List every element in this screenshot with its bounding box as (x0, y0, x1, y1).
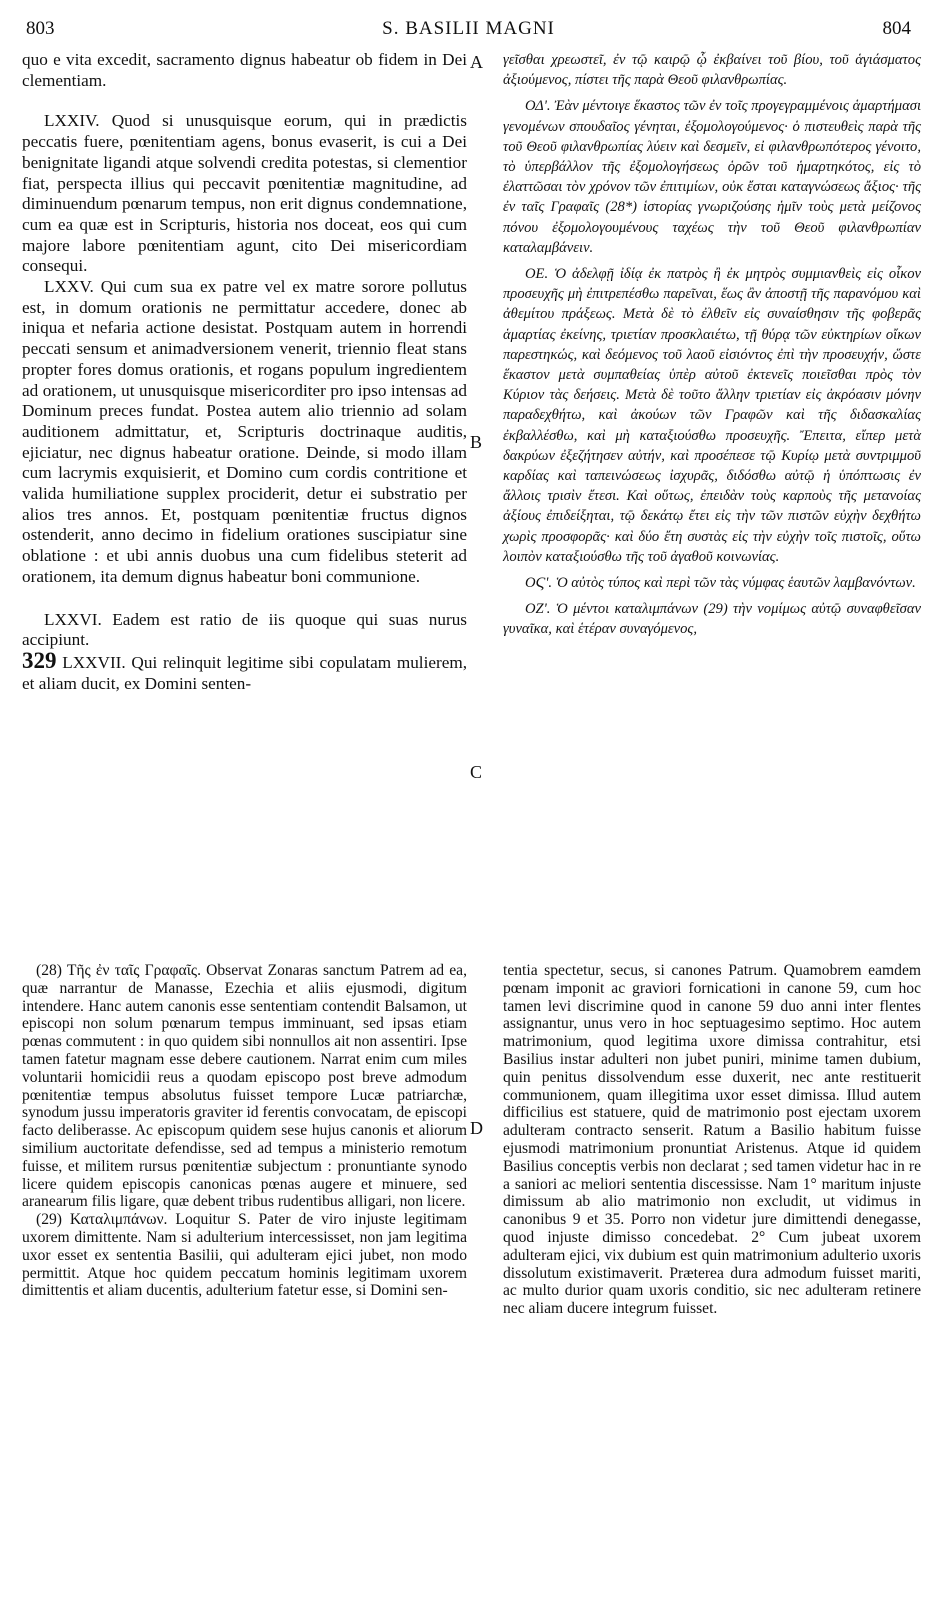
latin-canon-76: LXXVI. Eadem est ratio de iis quoque qui suas nurus accipiunt. (22, 609, 467, 650)
latin-canon-77 (22, 647, 467, 694)
margin-letter-d: D (470, 1118, 483, 1138)
greek-canon-75: ΟΕ. Ὁ ἀδελφῇ ἰδίᾳ ἐκ πατρὸς ἢ ἐκ μητρὸς συμμιανθεὶς εἰς οἶκον προσευχῆς μὴ ἐπιτρεπέσθω παρεῖναι, ἕως ἂν ἀποστῇ τῆς παρανόμου καὶ ἀθεμίτου πράξεως. Μετὰ δὲ τὸ ἐλθεῖν εἰς συναίσθησιν τῆς φοβερᾶς ἁμαρτίας ἐκείνης, τριετίαν προσκλαιέτω, τῇ θύρᾳ τῶν εὐκτηρίων οἴκων παρεστηκώς, καὶ δεόμενος τοῦ λαοῦ εἰσιόντος ἐπὶ τὴν προσευχήν, ὥστε ἕκαστον μετὰ συμπαθείας ὑπὲρ αὐτοῦ ἐκτενεῖς ποιεῖσθαι πρὸς τὸν Κύριον τὰς δεήσεις. Μετὰ δὲ τοῦτο ἄλλην τριετίαν εἰς ἀκρόασιν μόνην παραδεχθήτω, καὶ ἀκούων τῶν Γραφῶν καὶ τῆς διδασκαλίας ἐκβαλλέσθω, καὶ μὴ καταξιούσθω προσευχῆς. Ἔπειτα, εἴπερ μετὰ δακρύων ἐξεζήτησεν αὐτήν, καὶ προσέπεσε τῷ Κυρίῳ μετὰ συντριμμοῦ καρδίας καὶ ταπεινώσεως ἰσχυρᾶς, διδόσθω αὐτῷ ἡ ὑπόπτωσις ἐν ἄλλοις τρισὶν ἔτεσι. Καὶ οὕτως, ἐπειδὰν τοὺς καρποὺς τῆς μετανοίας ἀξίους ἐπιδείξηται, τῷ δεκάτῳ ἔτει εἰς τὴν τῶν πιστῶν εὐχὴν δεχθήτω χωρὶς προσφορᾶς· καὶ δύο ἔτη συστὰς εἰς τὴν εὐχὴν τοῖς πιστοῖς, οὕτω λοιπὸν καταξιούσθω τῆς τοῦ ἀγαθοῦ κοινωνίας. (503, 266, 921, 565)
column-number: 329 (22, 647, 57, 673)
greek-main-column (503, 50, 921, 646)
page-header (26, 18, 911, 44)
page-number-left: 803 (26, 18, 55, 39)
latin-canon-74: LXXIV. Quod si unusquisque eorum, qui in prædictis peccatis fuere, pœnitentiam agens, bonus evaserit, is cui a Dei benignitate ligandi atque solvendi credita potestas, si clementior fiat, perspecta illius qui peccavit pœnitentiæ magnitudine, ad diminuendum pœnarum tempus, non erit dignus condemnatione, cum ea quæ est in Scripturis, historia nos doceat, eos qui cum majore labore pœnitentiam agunt, cito Dei misericordiam consequi. (22, 111, 467, 276)
greek-paragraph: γεῖσθαι χρεωστεῖ, ἐν τῷ καιρῷ ᾧ ἐκβαίνει τοῦ βίου, τοῦ ἁγιάσματος ἀξιούμενος, πίστει τῆς παρὰ Θεοῦ φιλανθρωπίας. (503, 52, 921, 89)
greek-canon-77: ΟΖʹ. Ὁ μέντοι καταλιμπάνων (29) τὴν νομίμως αὐτῷ συναφθεῖσαν γυναῖκα, καὶ ἑτέραν συναγόμενος, (503, 601, 921, 638)
latin-paragraph: quo e vita excedit, sacramento dignus habeatur ob fidem in Dei clementiam. (22, 50, 467, 90)
greek-canon-74: ΟΔʹ. Ἐὰν μέντοιγε ἕκαστος τῶν ἐν τοῖς προγεγραμμένοις ἁμαρτήμασι γενομένων σπουδαῖος γένηται, ἐξομολογούμενος· ὁ πιστευθεὶς παρὰ τῆς τοῦ Θεοῦ φιλανθρωπίας λύειν καὶ δεσμεῖν, εἰ φιλανθρωπότερος γένοιτο, τὸ ὑπερβάλλον τῆς ἐξομολογήσεως ὁρῶν τοῦ ἡμαρτηκότος, εἰς τὸ ἐλαττῶσαι τὸν χρόνον τῶν ἐπιτιμίων, οὐκ ἔσται καταγνώσεως ἄξιος· τῆς ἐν ταῖς Γραφαῖς (28*) ἱστορίας γνωριζούσης ἡμῖν τοὺς μετὰ μείζονος πόνου ἐξομολογουμένους ταχέως τὴν τοῦ Θεοῦ φιλανθρωπίαν καταλαμβάνειν. (503, 98, 921, 256)
footnote-29-continued: tentia spectetur, secus, si canones Patrum. Quamobrem eamdem pœnam imponit ac graviori fornicationi in canone 59, cum hoc tamen levi discrimine quod in canone 59 duo anni inter flentes assignantur, unus vero in hoc septuagesimo septimo. Hoc autem matrimonium, quod legitima uxore dimissa contrahitur, etsi Basilius instar adulteri non jubet puniri, minime tamen dubium, quin penitus dissolvendum esse duxerit, nec ante restituerit communionem, quam illegitima uxor esset dimissa. Illud autem difficilius est statuere, quid de matrimonio post ejectam uxorem adulteram contracto senserit. Ratum a Basilio habitum fuisse ejusmodi matrimonium pronuntiat Aristenus. Atque id quidem Basilius conceptis verbis non declarat ; sed tamen videtur hac in re a saniori ac meliori sententia discessisse. Nam 1° maritum injuste dimissum ab alio matrimonio non excludit, ut vidimus in canonibus 9 et 35. Porro non videtur jure dimittendi denegasse, quod injuste dimisso concedebat. 2° Cum jubeat uxorem adulteram ejici, vix dubium est quin matrimonium adulterio uxoris dissolutum existimaverit. Præterea dura admodum fuisset mariti, ac multo durior quam uxoris conditio, sic nec adulteram retinere nec aliam ducere integrum fuisset. (503, 962, 921, 1318)
latin-canon-77-text: LXXVII. Qui relinquit legitime sibi copulatam mulierem, et aliam ducit, ex Domini senten- (22, 652, 467, 693)
latin-main-column (22, 50, 467, 694)
footnote-29: (29) Καταλιμπάνων. Loquitur S. Pater de viro injuste legitimam uxorem dimittente. Nam si adulterium intercessisset, non jam legitima uxor esset ex sententia Basilii, qui adulteram ejici jubet, non modo permittit. Atque hoc quidem peccatum hominis legitimam uxorem dimittentis et aliam ducentis, adulterium fatetur esse, si Domini sen- (22, 1211, 467, 1300)
margin-letter-a: A (470, 52, 483, 72)
margin-letter-b: B (470, 432, 483, 452)
page-number-right: 804 (882, 18, 911, 39)
greek-canon-76: ΟϚʹ. Ὁ αὐτὸς τύπος καὶ περὶ τῶν τὰς νύμφας ἑαυτῶν λαμβανόντων. (525, 575, 916, 592)
notes-left-column (22, 962, 467, 1300)
running-title: S. BASILII MAGNI (382, 18, 555, 39)
notes-right-column (503, 962, 921, 1318)
margin-letter-c: C (470, 762, 483, 782)
latin-canon-75: LXXV. Qui cum sua ex patre vel ex matre sorore pollutus est, in domum orationis ne permittatur accedere, donec ab iniqua et nefaria actione desistat. Postquam autem in horrendi peccati sensum et animadversionem venerit, triennio fleat stans propter fores domus orationis, et rogans populum ingredientem ad orationem, ut unusquisque misericorditer pro ipso intensas ad Dominum preces fundat. Postea autem alio triennio ad solam auditionem admittatur, et, Scripturis doctrinaque auditis, ejiciatur, nec dignus habeatur oratione. Deinde, si modo illam cum lacrymis exquisierit, et Domino cum cordis contritione et valida humiliatione supplex prociderit, detur ei substratio per alios tres annos. Et, postquam pœnitentiæ fructus dignos ostenderit, anno decimo in fidelium orationes suscipiatur sine oblatione : et ubi annis duobus una cum fidelibus steterit ad orationem, ita demum dignus habeatur boni communione. (22, 277, 467, 586)
footnote-28: (28) Τῆς ἐν ταῖς Γραφαῖς. Observat Zonaras sanctum Patrem ad ea, quæ narrantur de Manasse, Ezechia et aliis ejusmodi, digitum intendere. Hanc autem canonis esse sententiam contendit Balsamon, ut episcopi non solum pœnarum tempus imminuant, sed ipsas etiam pœnas commutent : in quo quidem sibi nonnullos ait non assentiri. Ipse tamen fatetur magnam esse debere cautionem. Narrat enim cum miles voluntarii homicidii reus a quodam episcopo post breve admodum pœnitentiæ tempus absolutus fuisset tempore Lucæ patriarchæ, synodum jussu imperatoris graviter id ferentis convocatam, de episcopi facto deliberasse. Ac episcopum quidem sese hujus canonis et aliorum similium auctoritate defendisse, sed ad tempus a ministerio remotum fuisse, et militem rursus pœnitentiæ subjectum : pronuntiante synodo licere quidem episcopis canonicas pœnas augere et minuere, sed aranearum filis ligare, quæ debent tribus rudentibus alligari, non licere. (22, 962, 467, 1211)
